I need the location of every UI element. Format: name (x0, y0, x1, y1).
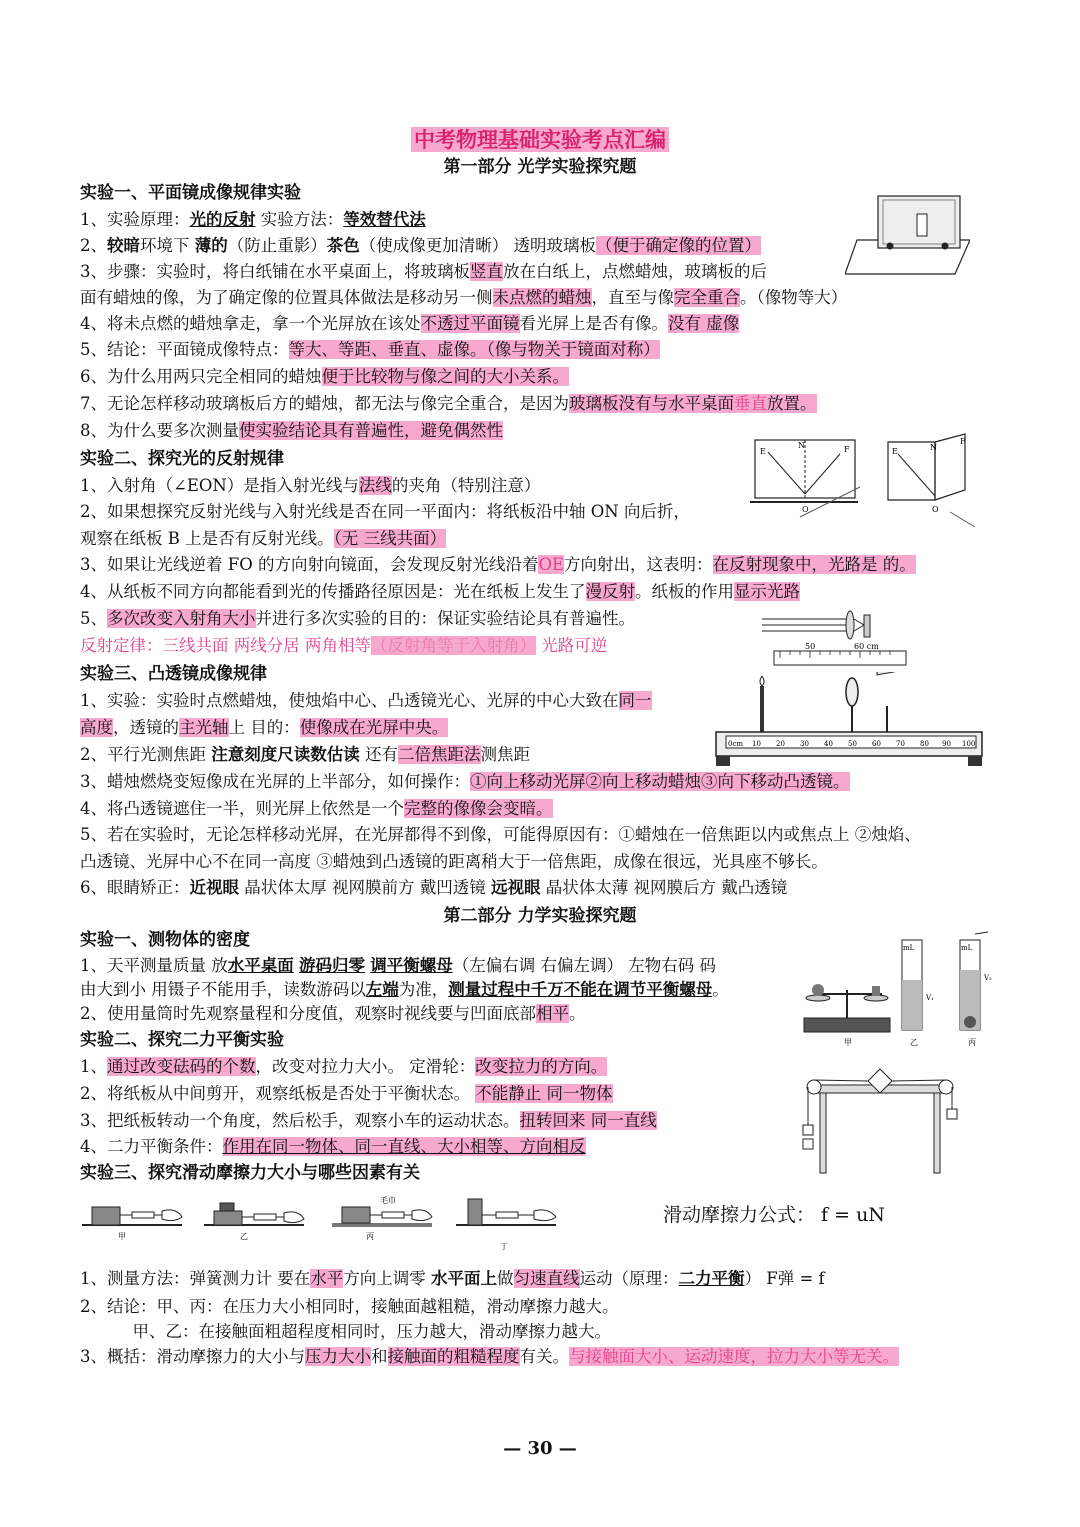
m2-line-2: 2、将纸板从中间剪开，观察纸板是否处于平衡状态。 不能静止 同一物体 (80, 1084, 613, 1103)
fr-bing-label: 丙 (366, 1232, 374, 1241)
exp1-line-3: 3、步骤：实验时，将白纸铺在水平桌面上，将玻璃板竖直放在白纸上，点燃蜡烛，玻璃板的后 (80, 262, 767, 281)
m3-line-1: 1、测量方法：弹簧测力计 要在水平方向上调零 水平面上做匀速直线运动（原理：二力平衡） F弹 = f (80, 1269, 825, 1288)
cyl-v1-label: V₁ (926, 994, 934, 1002)
exp1-line-1: 1、实验原理：光的反射 实验方法：等效替代法 (80, 210, 426, 229)
m2-heading: 实验二、探究二力平衡实验 (80, 1030, 284, 1050)
page-number: — 30 — (503, 1438, 577, 1459)
exp1-line-9: 8、为什么要多次测量使实验结论具有普遍性，避免偶然性 (80, 421, 503, 440)
bench-tick-60: 60 (872, 740, 881, 748)
reflection-law: 反射定律：三线共面 两线分居 两角相等（反射角等于入射角） 光路可逆 (80, 636, 608, 655)
m3-heading: 实验三、探究滑动摩擦力大小与哪些因素有关 (80, 1163, 420, 1183)
optical-bench-figure (712, 672, 992, 772)
label-O-2: O (932, 505, 939, 514)
friction-formula: 滑动摩擦力公式： f = uN (663, 1204, 885, 1226)
cyl-ml-label-1: mL (903, 944, 915, 952)
label-N-2: N (930, 443, 937, 452)
exp2-line-3: 观察在纸板 B 上是否有反射光线。（无 三线共面） (80, 529, 447, 548)
part1-heading: 第一部分 光学实验探究题 (443, 157, 637, 177)
bench-tick-40: 40 (824, 740, 833, 748)
bench-tick-70: 70 (896, 740, 905, 748)
label-E: E (760, 447, 766, 456)
exp2-line-1: 1、入射角（∠EON）是指入射光线与法线的夹角（特别注意） (80, 476, 541, 495)
cyl-v2-label: V₂ (984, 974, 992, 982)
bench-tick-20: 20 (776, 740, 785, 748)
m3-line-2: 2、结论：甲、丙：在压力大小相同时，接触面越粗糙，滑动摩擦力越大。 (80, 1297, 619, 1316)
exp2-heading: 实验二、探究光的反射规律 (80, 449, 284, 469)
m2-line-1: 1、通过改变砝码的个数，改变对拉力大小。 定滑轮：改变拉力的方向。 (80, 1057, 608, 1076)
exp1-line-5: 4、将未点燃的蜡烛拿走，拿一个光屏放在该处不透过平面镜看光屏上是否有像。没有 虚像 (80, 314, 740, 333)
bench-tick-30: 30 (800, 740, 809, 748)
m1-line-1: 1、天平测量质量 放水平桌面 游码归零 调平衡螺母（左偏右调 右偏左调） 左物右码 码 (80, 956, 716, 975)
exp3-heading: 实验三、凸透镜成像规律 (80, 664, 267, 684)
label-E-2: E (892, 447, 898, 456)
m3-line-4: 3、概括：滑动摩擦力的大小与压力大小和接触面的粗糙程度有关。与接触面大小、运动速度，拉力大小等无关。 (80, 1347, 899, 1366)
friction-setup-yi (204, 1203, 304, 1241)
exp1-line-7: 6、为什么用两只完全相同的蜡烛便于比较物与像之间的大小关系。 (80, 367, 569, 386)
balance-and-cylinders-figure (800, 930, 1000, 1055)
exp1-line-2: 2、较暗环境下 薄的（防止重影）茶色（使成像更加清晰） 透明玻璃板（便于确定像的位置） (80, 236, 761, 255)
page-title: 中考物理基础实验考点汇编 (0, 124, 1080, 154)
friction-setup-jia (82, 1207, 182, 1241)
m2-line-4: 4、二力平衡条件：作用在同一物体、同一直线、大小相等、方向相反 (80, 1137, 586, 1156)
bench-tick-90: 90 (942, 740, 951, 748)
exp2-line-4: 3、如果让光线逆着 FO 的方向射向镜面，会发现反射光线沿着OE方向射出，这表明：在反射现象中，光路是 的。 (80, 555, 916, 574)
bench-tick-10: 10 (752, 740, 761, 748)
exp3-line-4: 3、蜡烛燃烧变短像成在光屏的上半部分，如何操作：①向上移动光屏②向上移动蜡烛③向下移动凸透镜。 (80, 772, 850, 791)
fr-ding-label: 丁 (500, 1242, 508, 1251)
ruler-50-label: 50 (805, 642, 816, 651)
exp3-line-3: 2、平行光测焦距 注意刻度尺读数估读 还有二倍焦距法测焦距 (80, 745, 530, 764)
m2-line-3: 3、把纸板转动一个角度，然后松手，观察小车的运动状态。扭转回来 同一直线 (80, 1111, 657, 1130)
cyl-jia-label: 甲 (844, 1038, 852, 1047)
fr-jia-label: 甲 (118, 1232, 126, 1241)
m3-line-3: 甲、乙：在接触面粗超程度相同时，压力越大，滑动摩擦力越大。 (80, 1322, 611, 1341)
fr-yi-label: 乙 (240, 1232, 248, 1241)
exp3-line-7: 凸透镜、光屏中心不在同一高度 ③蜡烛到凸透镜的距离稍大于一倍焦距，成像在很远，光具座不够长。 (80, 852, 828, 871)
exp1-line-4: 面有蜡烛的像，为了确定像的位置具体做法是移动另一侧未点燃的蜡烛，直至与像完全重合。（像物等大） (80, 288, 848, 307)
label-N: N (798, 441, 805, 450)
exp2-line-5: 4、从纸板不同方向都能看到光的传播路径原因是：光在纸板上发生了漫反射。纸板的作用显示光路 (80, 582, 800, 601)
friction-setup-bing (332, 1195, 432, 1241)
m1-heading: 实验一、测物体的密度 (80, 930, 250, 950)
exp3-line-1: 1、实验：实验时点燃蜡烛，使烛焰中心、凸透镜光心、光屏的中心大致在同一 (80, 691, 652, 710)
cyl-yi-label: 乙 (910, 1038, 918, 1047)
m1-line-2: 由大到小 用镊子不能用手，读数游码以左端为准，测量过程中千万不能在调节平衡螺母。 (80, 980, 729, 999)
reflection-board-flat-figure (740, 432, 870, 532)
bench-tick-80: 80 (920, 740, 929, 748)
exp3-line-2: 高度，透镜的主光轴上 目的：使像成在光屏中央。 (80, 718, 449, 737)
label-O: O (802, 505, 809, 514)
exp1-heading: 实验一、平面镜成像规律实验 (80, 183, 301, 203)
exp3-line-6: 5、若在实验时，无论怎样移动光屏，在光屏都得不到像，可能得原因有：①蜡烛在一倍焦距以内或焦点上 ②烛焰、 (80, 825, 921, 844)
part2-heading: 第二部分 力学实验探究题 (443, 906, 637, 926)
fr-maojin-label: 毛巾 (380, 1196, 396, 1205)
friction-setup-ding (456, 1199, 556, 1251)
cyl-ml-label-2: mL (961, 944, 973, 952)
label-F-2: F (960, 437, 966, 446)
label-F: F (844, 445, 850, 454)
reflection-board-folded-figure (880, 432, 990, 532)
exp3-line-8: 6、眼睛矫正：近视眼 晶状体太厚 视网膜前方 戴凹透镜 远视眼 晶状体太薄 视网膜后方 戴凸透镜 (80, 878, 788, 897)
exp1-line-8: 7、无论怎样移动玻璃板后方的蜡烛，都无法与像完全重合，是因为玻璃板没有与水平桌面垂直放置。 (80, 394, 817, 413)
bench-tick-100: 100 (962, 740, 976, 748)
ruler-60-label: 60 cm (854, 642, 879, 651)
focal-length-ruler-figure (760, 605, 910, 670)
bench-tick-0: 0cm (728, 740, 744, 748)
exp3-line-5: 4、将凸透镜遮住一半，则光屏上依然是一个完整的像像会变暗。 (80, 799, 553, 818)
exp2-line-2: 2、如果想探究反射光线与入射光线是否在同一平面内：将纸板沿中轴 ON 向后折， (80, 502, 690, 521)
m1-line-3: 2、使用量筒时先观察量程和分度值，观察时视线要与凹面底部相平。 (80, 1004, 586, 1023)
friction-setups-figure (78, 1193, 598, 1253)
plane-mirror-apparatus-figure (845, 190, 970, 280)
exp2-line-6: 5、多次改变入射角大小并进行多次实验的目的：保证实验结论具有普遍性。 (80, 609, 635, 628)
two-force-equilibrium-figure (800, 1065, 960, 1175)
exp1-line-6: 5、结论：平面镜成像特点：等大、等距、垂直、虚像。（像与物关于镜面对称） (80, 340, 660, 359)
bench-tick-50: 50 (848, 740, 857, 748)
cyl-bing-label: 丙 (968, 1038, 976, 1047)
